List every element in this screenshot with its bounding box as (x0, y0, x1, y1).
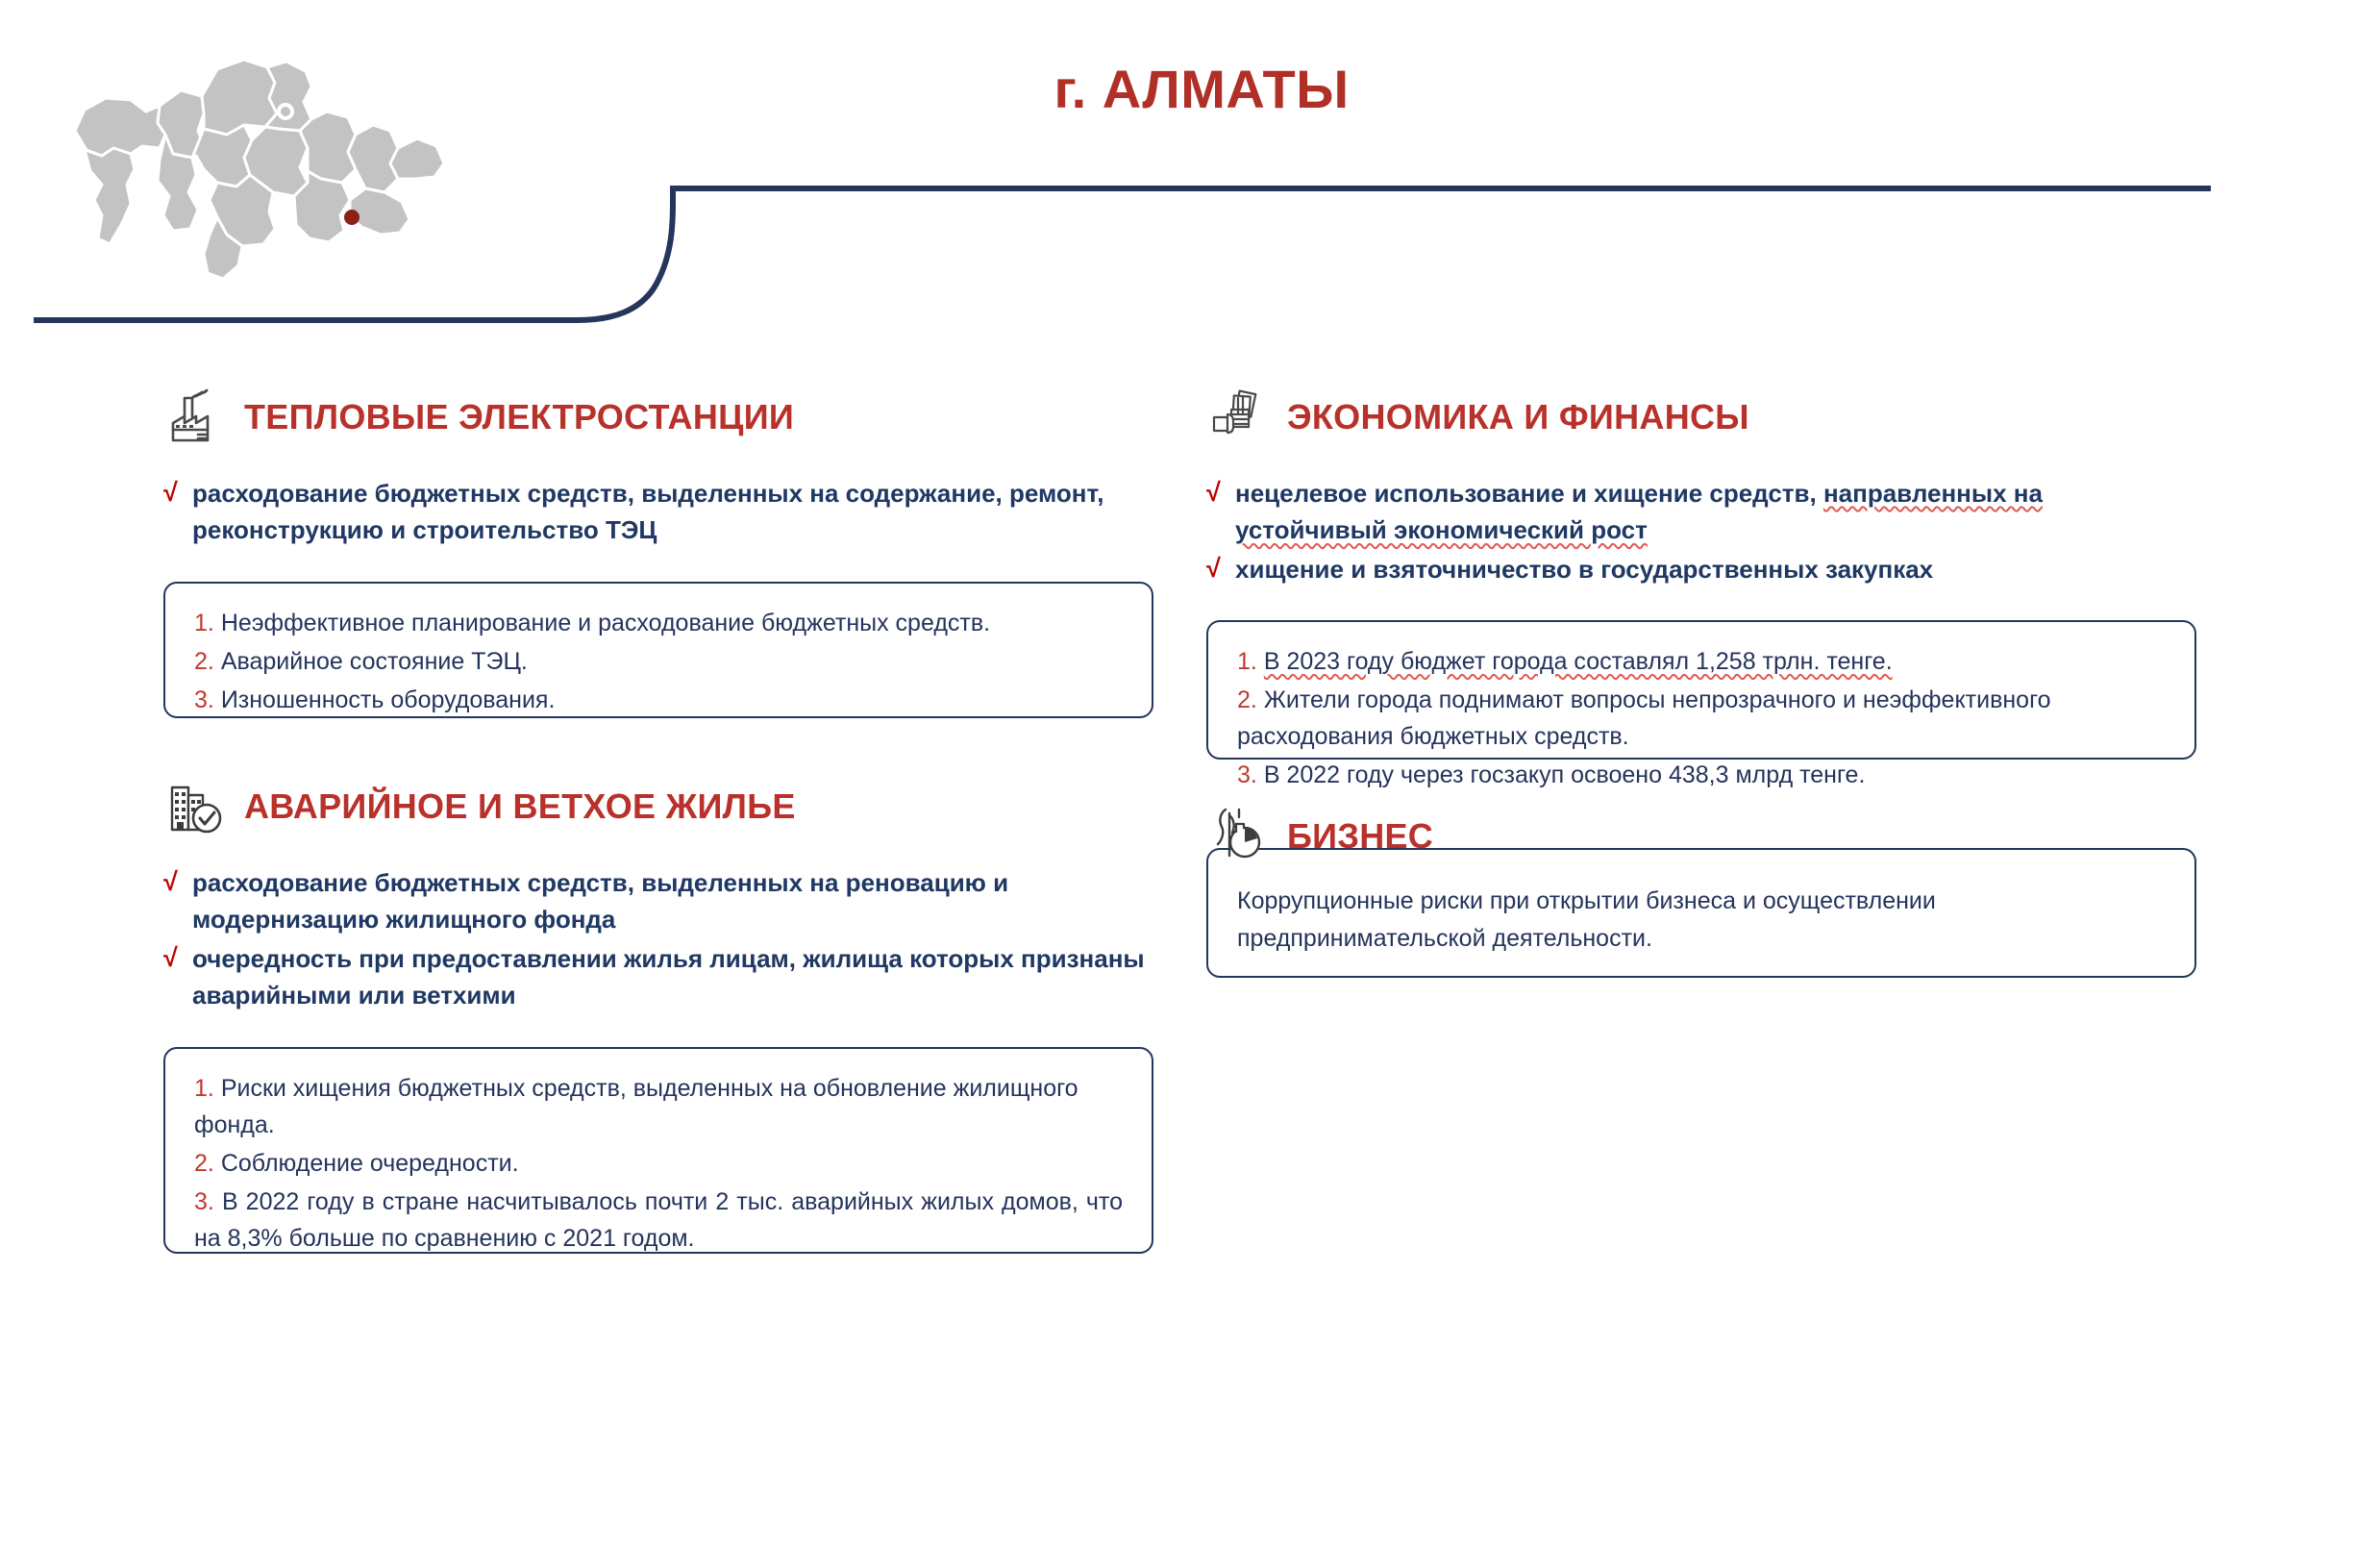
person-pie-chart-icon (1206, 804, 1272, 869)
bullet-item (163, 940, 1153, 1014)
bullet-text: очередность при предоставлении жилья лицам, жилища которых признаны аварийными или ветхими (192, 943, 1145, 1010)
item-text: В 2022 году в стране насчитывалось почти 2 тыс. аварийных жилых домов, что на 8,3% больше по сравнению с 2021 годом. (194, 1187, 1124, 1252)
section-title-power-plants: ТЕПЛОВЫЕ ЭЛЕКТРОСТАНЦИИ (244, 397, 795, 436)
item-text: Аварийное состояние ТЭЦ. (220, 647, 528, 675)
item-text: Риски хищения бюджетных средств, выделенных на обновление жилищного фонда. (194, 1074, 1078, 1138)
section-header-emergency-housing (163, 774, 1153, 839)
bullet-list-power-plants (163, 475, 1153, 549)
business-description: Коррупционные риски при открытии бизнеса и осуществлении предпринимательской деятельности. (1237, 887, 1936, 953)
item-text: Соблюдение очередности. (220, 1149, 519, 1177)
section-header-economy-finance (1206, 385, 2196, 450)
numbered-list (194, 605, 1123, 718)
buildings-check-icon (163, 774, 229, 839)
hand-money-icon (1206, 385, 1272, 450)
section-title-emergency-housing: АВАРИЙНОЕ И ВЕТХОЕ ЖИЛЬЕ (244, 785, 796, 826)
item-number: 1. (1237, 648, 1257, 676)
right-column (1206, 385, 2196, 978)
item-text: Изношенность оборудования. (220, 686, 556, 713)
section-economy-finance (1206, 385, 2196, 789)
item-text: Жители города поднимают вопросы непрозрачного и неэффективного расходования бюджетных средств. (1237, 686, 2051, 751)
item-number: 3. (194, 686, 214, 713)
info-box-power-plants (163, 582, 1153, 718)
list-item (194, 1145, 1123, 1182)
bullet-text-spellchecked: направленных на устойчивый экономический рост (1235, 479, 2043, 545)
item-number: 2. (1237, 686, 1257, 714)
bullet-item (1206, 551, 2196, 587)
left-column (163, 385, 1153, 1254)
item-number: 1. (194, 609, 214, 636)
item-number: 2. (194, 1149, 214, 1177)
list-item (194, 605, 1123, 641)
list-item (194, 682, 1123, 718)
list-item (194, 643, 1123, 680)
section-business (1206, 804, 2196, 978)
section-title-business: БИЗНЕС (1287, 816, 1434, 857)
item-number: 3. (1237, 761, 1257, 789)
list-item (1237, 757, 2166, 793)
info-box-economy-finance (1206, 620, 2196, 789)
info-box-emergency-housing (163, 1047, 1153, 1254)
section-title-economy-finance: ЭКОНОМИКА И ФИНАНСЫ (1287, 397, 1749, 436)
kazakhstan-map (38, 27, 558, 315)
check-tick-icon: √ (163, 478, 178, 507)
bullet-list-emergency-housing (163, 864, 1153, 1014)
check-tick-icon: √ (163, 942, 178, 972)
page-header (0, 0, 2380, 337)
item-text: В 2023 году бюджет города составлял 1,258 трлн. тенге. (1263, 648, 1893, 676)
bullet-item (163, 864, 1153, 938)
bullet-list-economy-finance (1206, 475, 2196, 587)
item-number: 2. (194, 647, 214, 675)
bullet-text: расходование бюджетных средств, выделенных на реновацию и модернизацию жилищного фонда (192, 867, 1009, 935)
numbered-list (194, 1070, 1123, 1257)
item-number: 1. (194, 1074, 214, 1102)
page-title: г. АЛМАТЫ (1054, 59, 1350, 119)
factory-icon (163, 385, 229, 450)
bullet-text: расходование бюджетных средств, выделенных на содержание, ремонт, реконструкцию и строительство ТЭЦ (192, 479, 1104, 545)
list-item (194, 1070, 1123, 1143)
bullet-item (163, 475, 1153, 549)
list-item (1237, 643, 2166, 680)
check-tick-icon: √ (1206, 553, 1221, 583)
bullet-item (1206, 475, 2196, 549)
check-tick-icon: √ (1206, 478, 1221, 507)
bullet-text: нецелевое использование и хищение средств, (1235, 479, 1823, 508)
section-header-business (1206, 804, 2196, 869)
item-text: Неэффективное планирование и расходование бюджетных средств. (220, 609, 991, 636)
list-item (1237, 682, 2166, 755)
section-emergency-housing (163, 774, 1153, 1254)
check-tick-icon: √ (163, 866, 178, 896)
section-power-plants (163, 385, 1153, 718)
bullet-text: хищение и взяточничество в государственных закупках (1235, 554, 1934, 584)
numbered-list (1237, 643, 2166, 793)
section-header-power-plants (163, 385, 1153, 450)
item-number: 3. (194, 1187, 214, 1215)
item-text: В 2022 году через госзакуп освоено 438,3 млрд тенге. (1263, 761, 1866, 789)
list-item (194, 1184, 1123, 1257)
